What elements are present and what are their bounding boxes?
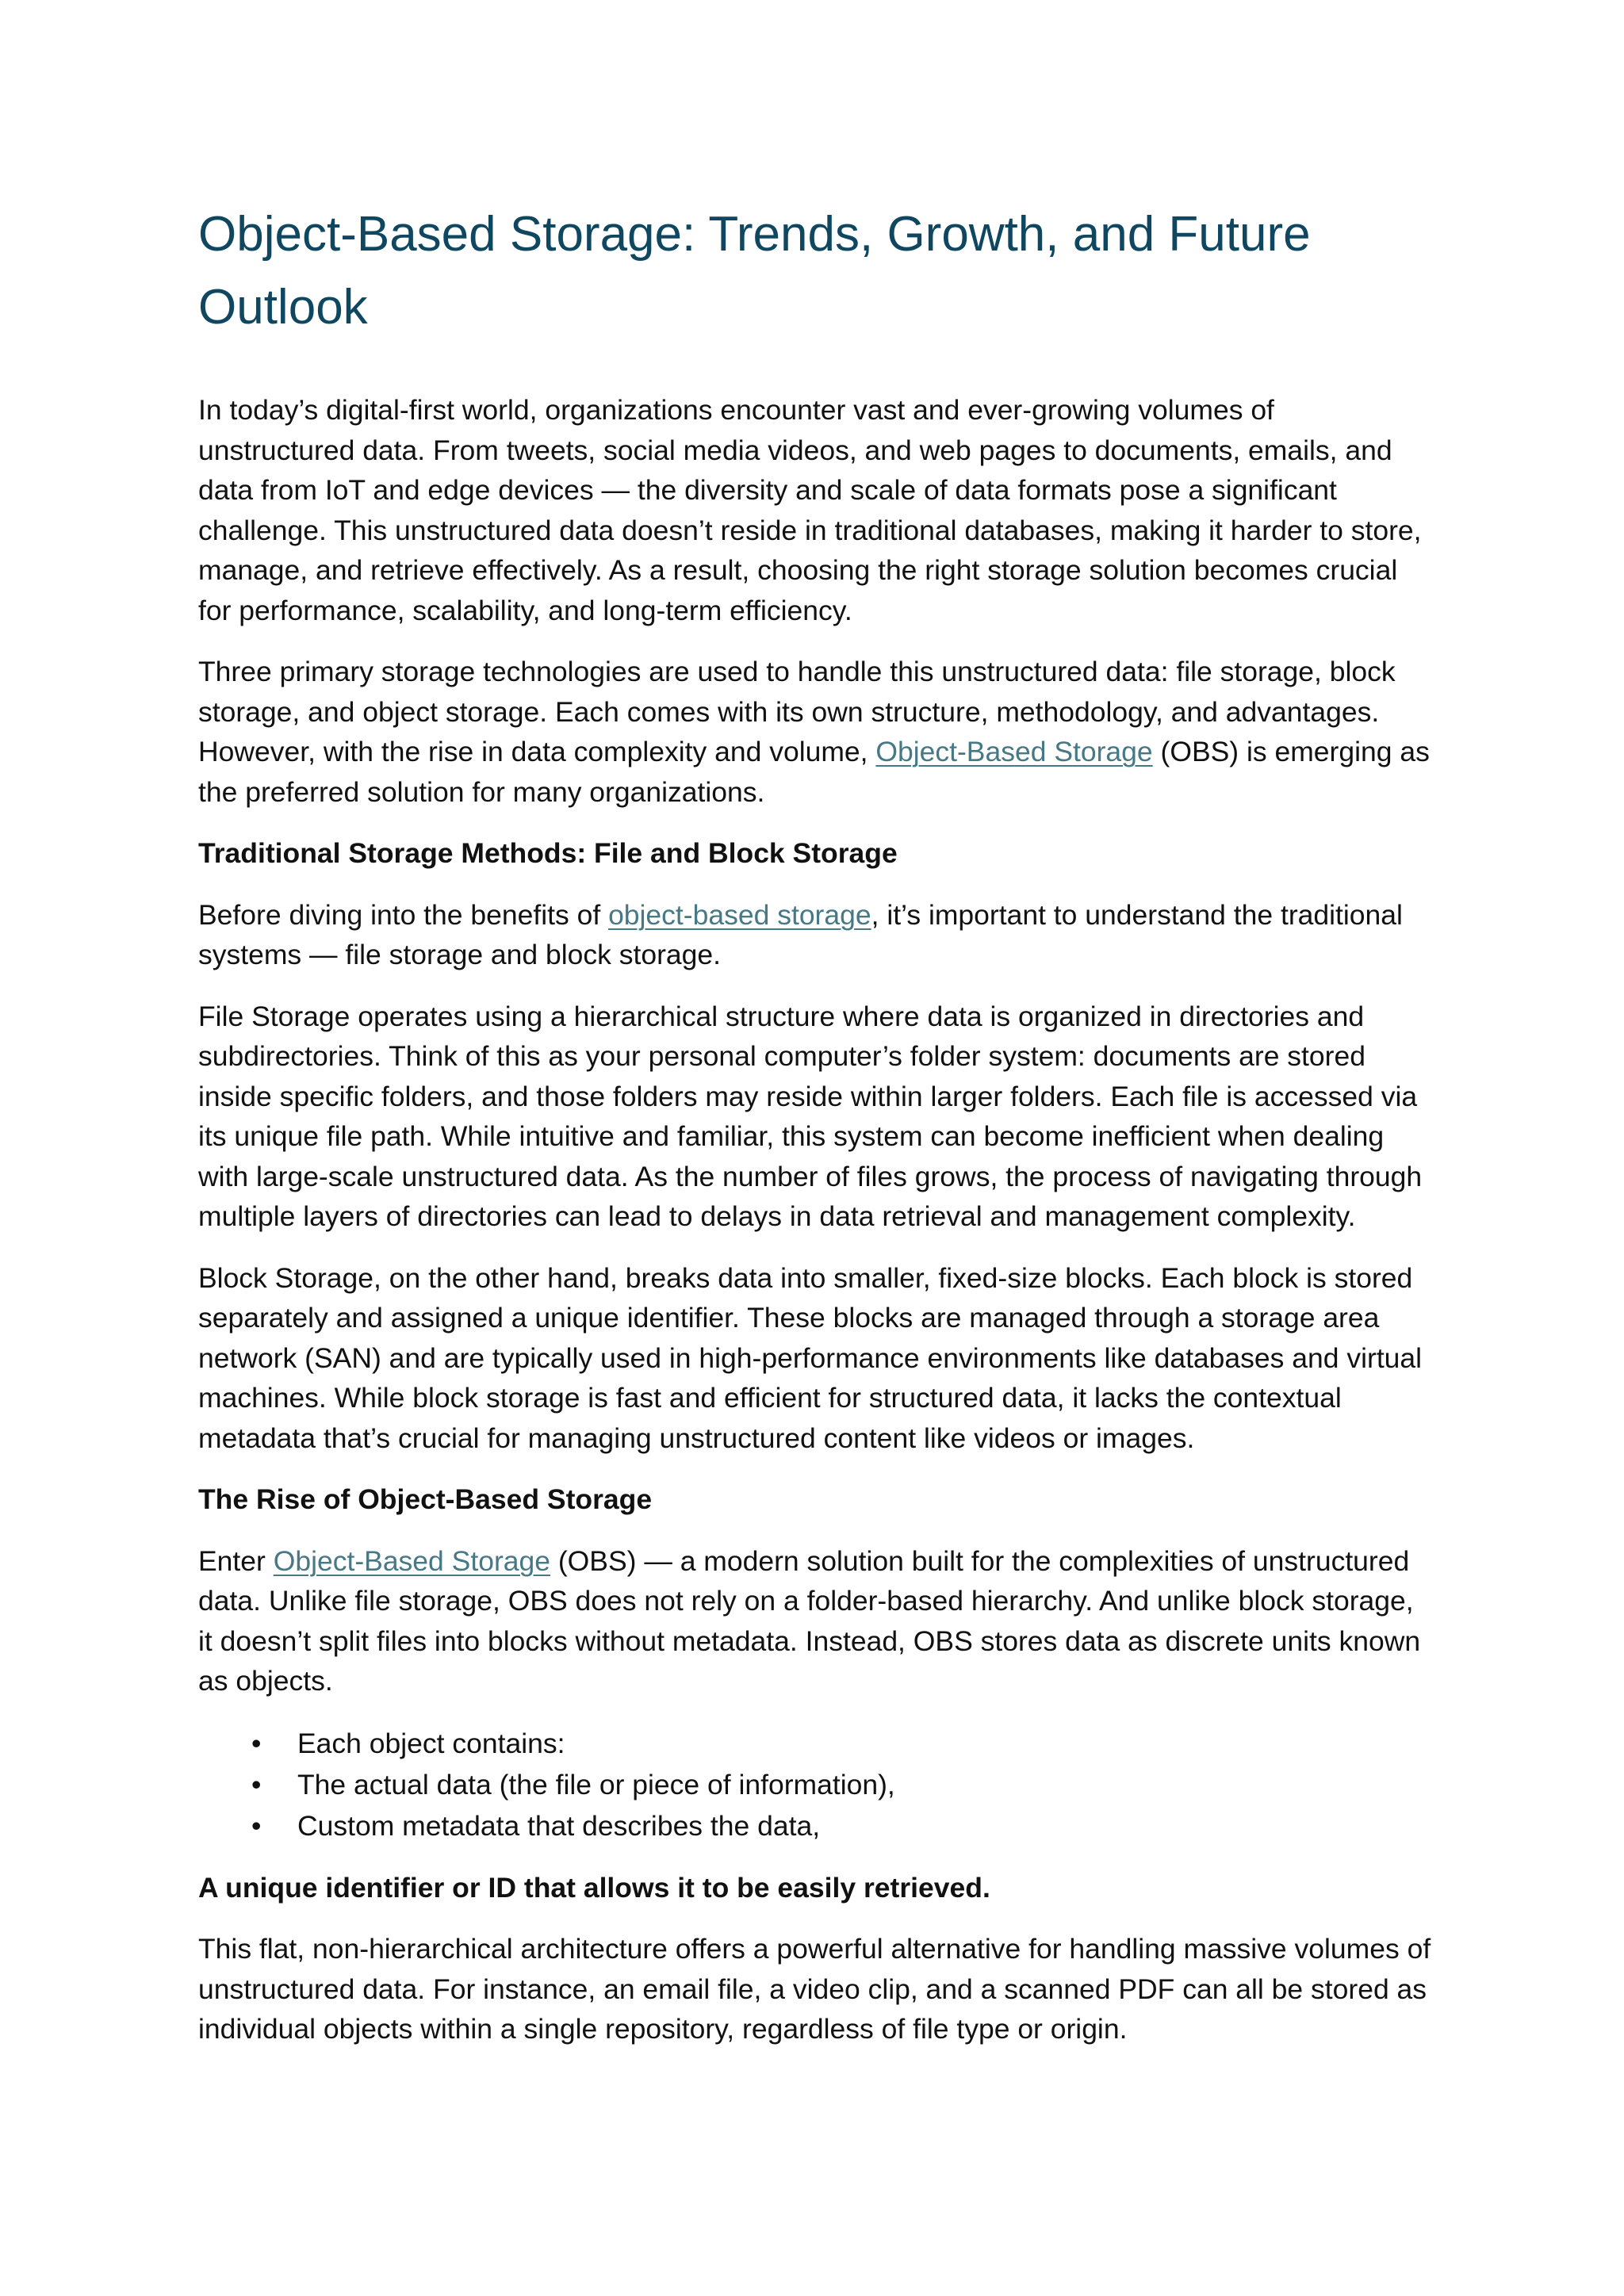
paragraph-text: (OBS) is emerging as the preferred solution for many organizations. bbox=[198, 736, 1430, 808]
list-item-text: Custom metadata that describes the data, bbox=[297, 1809, 821, 1842]
document-title: Object-Based Storage: Trends, Growth, and Future Outlook bbox=[198, 207, 1311, 335]
object-based-storage-link[interactable]: Object-Based Storage bbox=[875, 736, 1153, 767]
bullet-icon: • bbox=[251, 1727, 262, 1759]
list-item bbox=[198, 1764, 1435, 1805]
object-based-storage-link[interactable]: Object-Based Storage bbox=[273, 1544, 550, 1577]
list-item-text: The actual data (the file or piece of information), bbox=[297, 1768, 895, 1800]
bullet-icon: • bbox=[251, 1809, 262, 1842]
paragraph-text: , it’s important to understand the traditional systems — file storage and block storage. bbox=[198, 898, 1403, 970]
paragraph-text: Enter bbox=[198, 1544, 274, 1577]
storage-technologies-paragraph bbox=[198, 652, 1435, 812]
document-page bbox=[198, 198, 1435, 2071]
file-storage-paragraph: File Storage operates using a hierarchical structure where data is organized in directories and subdirectories. Think of this as your personal computer’s folder system: documents are stored inside specific folders, and those folders may reside within larger folders. Each file is accessed via its unique file path. While intuitive and familiar, this system can become inefficient when dealing with large-scale unstructured data. As the number of files grows, the process of navigating through multiple layers of directories can lead to delays in data retrieval and management complexity. bbox=[198, 1000, 1423, 1232]
intro-paragraph: In today’s digital-first world, organizations encounter vast and ever-growing volumes of unstructured data. From tweets, social media videos, and web pages to documents, emails, and data from IoT and edge devices — the diversity and scale of data formats pose a significant challenge. This unstructured data doesn’t reside in traditional databases, making it harder to store, manage, and retrieve effectively. As a result, choosing the right storage solution becomes crucial for performance, scalability, and long-term efficiency. bbox=[198, 394, 1422, 626]
section-heading-rise-of-obs: The Rise of Object-Based Storage bbox=[198, 1483, 653, 1515]
list-item bbox=[198, 1805, 1435, 1846]
paragraph-text: Three primary storage technologies are used to handle this unstructured data: file storage, block storage, and object storage. Each comes with its own structure, methodology, and advantages. However, with the rise in data complexity and volume, bbox=[198, 656, 1396, 767]
unique-identifier-line: A unique identifier or ID that allows it to be easily retrieved. bbox=[198, 1871, 990, 1904]
block-storage-paragraph: Block Storage, on the other hand, breaks data into smaller, fixed-size blocks. Each block is stored separately and assigned a unique identifier. These blocks are managed through a storage area network (SAN) and are typically used in high-performance environments like databases and virtual machines. While block storage is fast and efficient for structured data, it lacks the contextual metadata that’s crucial for managing unstructured content like videos or images. bbox=[198, 1261, 1423, 1454]
bullet-icon: • bbox=[251, 1768, 262, 1800]
list-item bbox=[198, 1723, 1435, 1764]
section-heading-traditional-storage: Traditional Storage Methods: File and Block Storage bbox=[198, 837, 898, 869]
obs-intro-paragraph bbox=[198, 1541, 1435, 1701]
paragraph-text: Before diving into the benefits of bbox=[198, 898, 609, 931]
list-item-text: Each object contains: bbox=[297, 1727, 565, 1759]
closing-paragraph: This flat, non-hierarchical architecture offers a powerful alternative for handling massive volumes of unstructured data. For instance, an email file, a video clip, and a scanned PDF can all be stored as individual objects within a single repository, regardless of file type or origin. bbox=[198, 1933, 1431, 2045]
paragraph-text: (OBS) — a modern solution built for the complexities of unstructured data. Unlike file storage, OBS does not rely on a folder-based hierarchy. And unlike block storage, it doesn’t split files into blocks without metadata. Instead, OBS stores data as discrete units known as objects. bbox=[198, 1544, 1421, 1697]
traditional-storage-intro bbox=[198, 895, 1435, 975]
object-contents-list bbox=[198, 1723, 1435, 1846]
object-based-storage-link[interactable]: object-based storage bbox=[608, 898, 871, 931]
